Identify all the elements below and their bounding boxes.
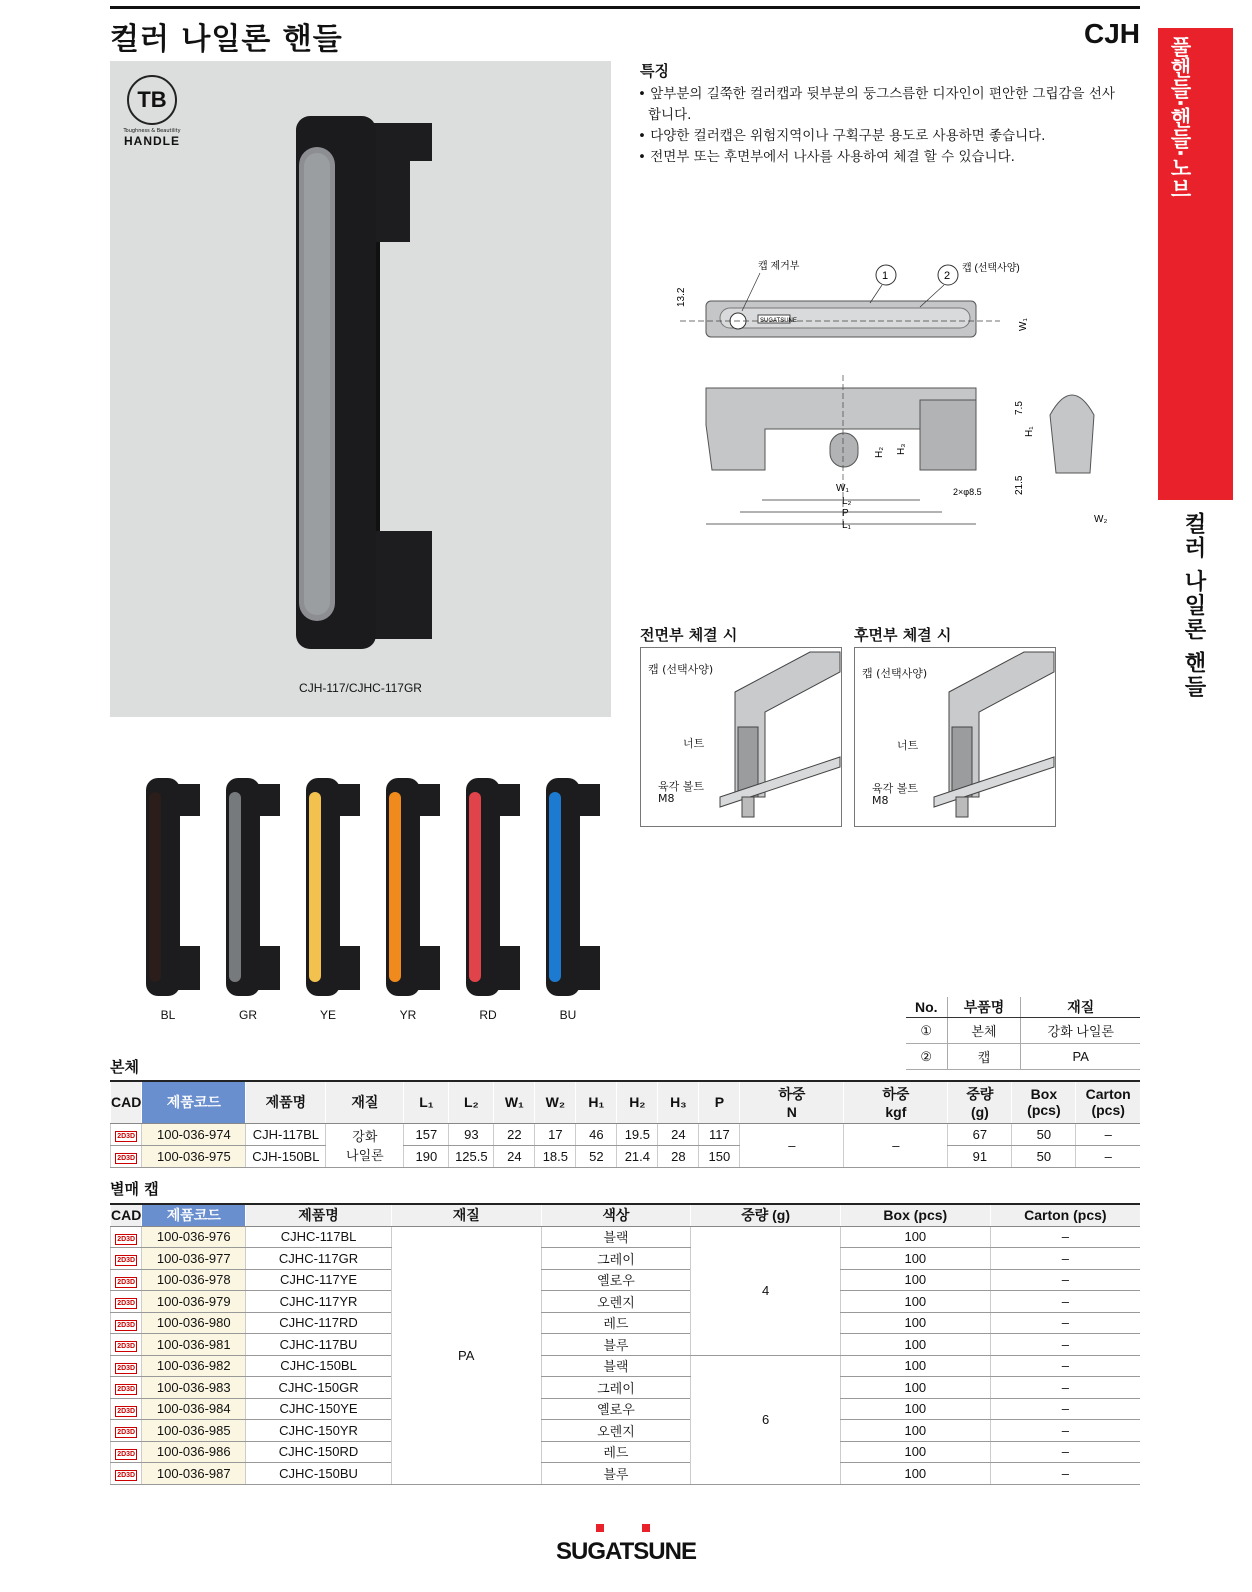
color-code: BL [160,1008,176,1022]
dim-21-5: 21.5 [1014,475,1025,495]
table-row [111,1226,1141,1248]
logo-tagline: Toughness & Beautility [123,128,181,134]
cad-badge: 2D3D [117,1450,136,1458]
color-code: BU [559,1008,577,1022]
color-cell: 블랙 [541,1226,691,1248]
feature-item: • 앞부분의 길쭉한 컬러캡과 뒷부분의 둥그스름한 디자인이 편안한 그립감을 선사합니다. [638,84,1118,126]
back-bolt-size: M8 [872,794,889,807]
back-nut-label: 너트 [897,739,919,752]
back-mount-title: 후면부 체결 시 [854,626,952,644]
col-header: Carton (pcs) [990,1204,1140,1226]
table-row [906,1044,1140,1070]
color-cell: 오렌지 [541,1291,691,1313]
callout-1: 1 [882,270,889,282]
carton-cell: – [990,1463,1140,1485]
product-name-cell: CJHC-150BU [246,1463,392,1485]
col-header: 색상 [541,1204,691,1226]
table-row [111,1355,1141,1377]
col-header: 제품명 [246,1081,326,1123]
table-row [111,1377,1141,1399]
cap-stamp-text: SUGATSUNE [760,318,797,324]
color-variant-rd [466,778,520,996]
product-name-cell: CJHC-117RD [246,1312,392,1334]
carton-cell: – [990,1377,1140,1399]
cad-badge: 2D3D [117,1235,136,1243]
cell-load-kgf: – [844,1123,948,1167]
col-header: 하중 N [740,1081,844,1123]
label-cap-option: 캡 (선택사양) [962,263,1020,274]
color-code: YR [399,1008,417,1022]
cell-h3: 24 [658,1123,699,1145]
box-cell: 100 [840,1269,990,1291]
cap-spec-table [110,1203,1140,1485]
product-name-cell: CJHC-117GR [246,1248,392,1270]
product-name-cell: CJHC-150YE [246,1398,392,1420]
col-header: H₁ [576,1081,617,1123]
table-row [111,1398,1141,1420]
color-variants [128,770,628,1030]
dim-h3: H₃ [896,443,907,455]
parts-header: No. [906,997,947,1018]
col-header: 재질 [391,1204,541,1226]
dim-h1: H₁ [1024,426,1035,437]
col-header: 중량 (g) [948,1081,1012,1123]
cad-download[interactable] [111,1377,142,1399]
dim-w1-side: W₁ [836,483,849,494]
cell-w2: 17 [535,1123,576,1145]
product-code-cell[interactable]: 100-036-987 [142,1463,246,1485]
cell-l1: 157 [404,1123,449,1145]
col-header: Box (pcs) [1012,1081,1076,1123]
body-spec-table [110,1080,1140,1168]
cell-carton: – [1076,1145,1140,1167]
cad-download[interactable] [111,1463,142,1485]
cell-load-n: – [740,1123,844,1167]
cell-p: 150 [699,1145,740,1167]
dim-h2: H₂ [874,446,885,458]
cad-badge: 2D3D [117,1133,136,1140]
carton-cell: – [990,1269,1140,1291]
cad-download[interactable] [111,1312,142,1334]
cap-table-body [111,1226,1141,1484]
cad-download[interactable] [111,1441,142,1463]
parts-material: PA [1021,1044,1140,1070]
parts-name: 본체 [947,1018,1021,1044]
top-rule [110,6,1140,9]
color-code: YE [319,1008,336,1022]
product-code-cell[interactable]: 100-036-982 [142,1355,246,1377]
product-name-cell: CJHC-117YR [246,1291,392,1313]
box-cell: 100 [840,1441,990,1463]
weight-cell: 6 [691,1355,841,1484]
box-cell: 100 [840,1377,990,1399]
parts-no: ② [906,1044,947,1070]
cad-download[interactable] [111,1420,142,1442]
cell-carton: – [1076,1123,1140,1145]
product-code-cell[interactable]: 100-036-985 [142,1420,246,1442]
col-header: 제품명 [246,1204,392,1226]
color-variant-bu [546,778,600,996]
cell-weight: 67 [948,1123,1012,1145]
color-cell: 블랙 [541,1355,691,1377]
table-row [111,1123,1141,1145]
color-cell: 그레이 [541,1377,691,1399]
col-header: P [699,1081,740,1123]
color-variant-gr [226,778,280,996]
box-cell: 100 [840,1355,990,1377]
cell-weight: 91 [948,1145,1012,1167]
color-variant-bl [146,778,200,996]
product-code: CJH [1083,18,1140,49]
color-variant-yr [386,778,440,996]
color-cell: 옐로우 [541,1269,691,1291]
cad-download[interactable] [111,1226,142,1248]
carton-cell: – [990,1248,1140,1270]
front-cap-label: 캡 (선택사양) [648,663,714,676]
color-code: RD [479,1008,497,1022]
material-cell: 강화 나일론 [326,1123,404,1167]
cell-h2: 21.4 [617,1145,658,1167]
body-table-label: 본체 [110,1058,139,1076]
feature-item: • 전면부 또는 후면부에서 나사를 사용하여 체결 할 수 있습니다. [638,147,1118,168]
product-code-cell[interactable]: 100-036-979 [142,1291,246,1313]
technical-drawing [670,255,1120,535]
front-nut-label: 너트 [683,737,705,750]
product-name-cell: CJHC-150YR [246,1420,392,1442]
col-header: H₃ [658,1081,699,1123]
box-cell: 100 [840,1334,990,1356]
product-name-cell: CJHC-150RD [246,1441,392,1463]
color-cell: 옐로우 [541,1398,691,1420]
product-photo [110,61,611,717]
photo-caption: CJH-117/CJHC-117GR [299,681,422,695]
col-header: L₂ [449,1081,494,1123]
col-header: H₂ [617,1081,658,1123]
cell-h3: 28 [658,1145,699,1167]
table-row [111,1441,1141,1463]
feature-item: • 다양한 컬러캡은 위험지역이나 구획구분 용도로 사용하면 좋습니다. [638,126,1118,147]
cad-header: CAD [111,1204,142,1226]
col-header: W₂ [535,1081,576,1123]
table-row [111,1248,1141,1270]
category-tab[interactable] [1158,28,1233,500]
cell-w1: 24 [494,1145,535,1167]
color-cell: 그레이 [541,1248,691,1270]
table-row [111,1463,1141,1485]
dim-w1-top: W₁ [1018,318,1029,331]
cad-download[interactable] [111,1355,142,1377]
box-cell: 100 [840,1398,990,1420]
front-bolt-size: M8 [658,792,675,805]
material-cell: PA [391,1226,541,1484]
cad-badge: 2D3D [117,1429,136,1437]
logo-letters: TB [127,75,177,125]
col-header: 제품코드 [142,1204,246,1226]
cell-box: 50 [1012,1145,1076,1167]
product-code-cell[interactable]: 100-036-978 [142,1269,246,1291]
product-name-cell: CJH-117BL [246,1123,326,1145]
col-header: Carton (pcs) [1076,1081,1140,1123]
subcategory-label: 컬러 나일론 핸들 [1181,512,1206,700]
parts-table [906,997,1140,1070]
color-variant-handles [128,770,628,1000]
product-name-cell: CJHC-117BU [246,1334,392,1356]
product-code-cell[interactable]: 100-036-975 [142,1145,246,1167]
carton-cell: – [990,1355,1140,1377]
table-row [111,1269,1141,1291]
carton-cell: – [990,1291,1140,1313]
box-cell: 100 [840,1420,990,1442]
cad-download[interactable] [111,1248,142,1270]
cad-badge: 2D3D [117,1364,136,1372]
product-code-cell[interactable]: 100-036-974 [142,1123,246,1145]
carton-cell: – [990,1420,1140,1442]
callout-2: 2 [944,270,951,282]
color-variant-ye [306,778,360,996]
back-bolt-label: 육각 볼트 [872,782,919,795]
page-title: 컬러 나일론 핸들 [110,22,343,57]
cell-h2: 19.5 [617,1123,658,1145]
carton-cell: – [990,1312,1140,1334]
carton-cell: – [990,1441,1140,1463]
product-code-cell[interactable]: 100-036-977 [142,1248,246,1270]
cell-h1: 52 [576,1145,617,1167]
box-cell: 100 [840,1291,990,1313]
cell-h1: 46 [576,1123,617,1145]
cell-l2: 125.5 [449,1145,494,1167]
col-header: 재질 [326,1081,404,1123]
cad-badge: 2D3D [117,1257,136,1265]
col-header: 제품코드 [142,1081,246,1123]
parts-header: 재질 [1021,997,1140,1018]
product-name-cell: CJHC-117BL [246,1226,392,1248]
cell-box: 50 [1012,1123,1076,1145]
table-row [906,1018,1140,1044]
table-row [111,1334,1141,1356]
box-cell: 100 [840,1463,990,1485]
category-tab-label: 풀핸들·핸들·노브 [1168,36,1192,199]
carton-cell: – [990,1334,1140,1356]
product-name-cell: CJHC-117YE [246,1269,392,1291]
cad-download[interactable] [111,1269,142,1291]
parts-header: 부품명 [947,997,1021,1018]
cell-p: 117 [699,1123,740,1145]
cad-badge: 2D3D [117,1155,136,1162]
box-cell: 100 [840,1312,990,1334]
product-code-cell[interactable]: 100-036-983 [142,1377,246,1399]
cad-badge: 2D3D [117,1472,136,1480]
cad-badge: 2D3D [117,1343,136,1351]
dim-w2: W₂ [1094,514,1108,525]
cad-download[interactable] [111,1334,142,1356]
dim-13-2: 13.2 [676,287,687,307]
carton-cell: – [990,1398,1140,1420]
parts-name: 캡 [947,1044,1021,1070]
table-row [111,1145,1141,1167]
col-header: W₁ [494,1081,535,1123]
cad-download[interactable] [111,1291,142,1313]
product-code-cell[interactable]: 100-036-984 [142,1398,246,1420]
dim-7-5: 7.5 [1014,401,1025,415]
product-name-cell: CJH-150BL [246,1145,326,1167]
col-header: L₁ [404,1081,449,1123]
product-code-cell[interactable]: 100-036-981 [142,1334,246,1356]
product-name-cell: CJHC-150GR [246,1377,392,1399]
cad-badge: 2D3D [117,1278,136,1286]
color-cell: 레드 [541,1312,691,1334]
table-row [111,1291,1141,1313]
col-header: 중량 (g) [691,1204,841,1226]
cap-table-label: 별매 캡 [110,1180,159,1198]
dim-hole: 2×φ8.5 [953,487,982,497]
color-cell: 레드 [541,1441,691,1463]
table-row [111,1420,1141,1442]
dim-p: P [842,508,849,519]
cad-badge: 2D3D [117,1321,136,1329]
cad-header: CAD [111,1081,142,1123]
label-cap-remove: 캡 제거부 [758,261,800,272]
product-name-cell: CJHC-150BL [246,1355,392,1377]
parts-material: 강화 나일론 [1021,1018,1140,1044]
cell-w1: 22 [494,1123,535,1145]
handle-illustration [110,61,611,717]
dim-l1: L₁ [842,520,851,531]
carton-cell: – [990,1226,1140,1248]
cad-badge: 2D3D [117,1300,136,1308]
back-cap-label: 캡 (선택사양) [862,667,928,680]
cad-download[interactable] [111,1123,142,1145]
col-header: Box (pcs) [840,1204,990,1226]
color-cell: 블루 [541,1334,691,1356]
cell-l1: 190 [404,1145,449,1167]
cell-l2: 93 [449,1123,494,1145]
features-heading: 특징 [640,62,669,80]
box-cell: 100 [840,1248,990,1270]
box-cell: 100 [840,1226,990,1248]
color-code: GR [239,1008,257,1022]
cad-badge: 2D3D [117,1386,136,1394]
brand-dot [642,1524,650,1532]
brand-logo: SUGATSUNE [556,1538,696,1565]
col-header: 하중 kgf [844,1081,948,1123]
dim-l2: L₂ [842,496,852,507]
front-mount-title: 전면부 체결 시 [640,626,738,644]
parts-no: ① [906,1018,947,1044]
weight-cell: 4 [691,1226,841,1355]
cad-badge: 2D3D [117,1407,136,1415]
cad-download[interactable] [111,1398,142,1420]
product-code-cell[interactable]: 100-036-986 [142,1441,246,1463]
color-cell: 오렌지 [541,1420,691,1442]
cell-w2: 18.5 [535,1145,576,1167]
product-code-cell[interactable]: 100-036-980 [142,1312,246,1334]
cad-download[interactable] [111,1145,142,1167]
product-code-cell[interactable]: 100-036-976 [142,1226,246,1248]
front-bolt-label: 육각 볼트 [658,780,705,793]
brand-dot [596,1524,604,1532]
features-list [638,84,1118,168]
color-cell: 블루 [541,1463,691,1485]
table-row [111,1312,1141,1334]
logo-word: HANDLE [124,134,180,148]
